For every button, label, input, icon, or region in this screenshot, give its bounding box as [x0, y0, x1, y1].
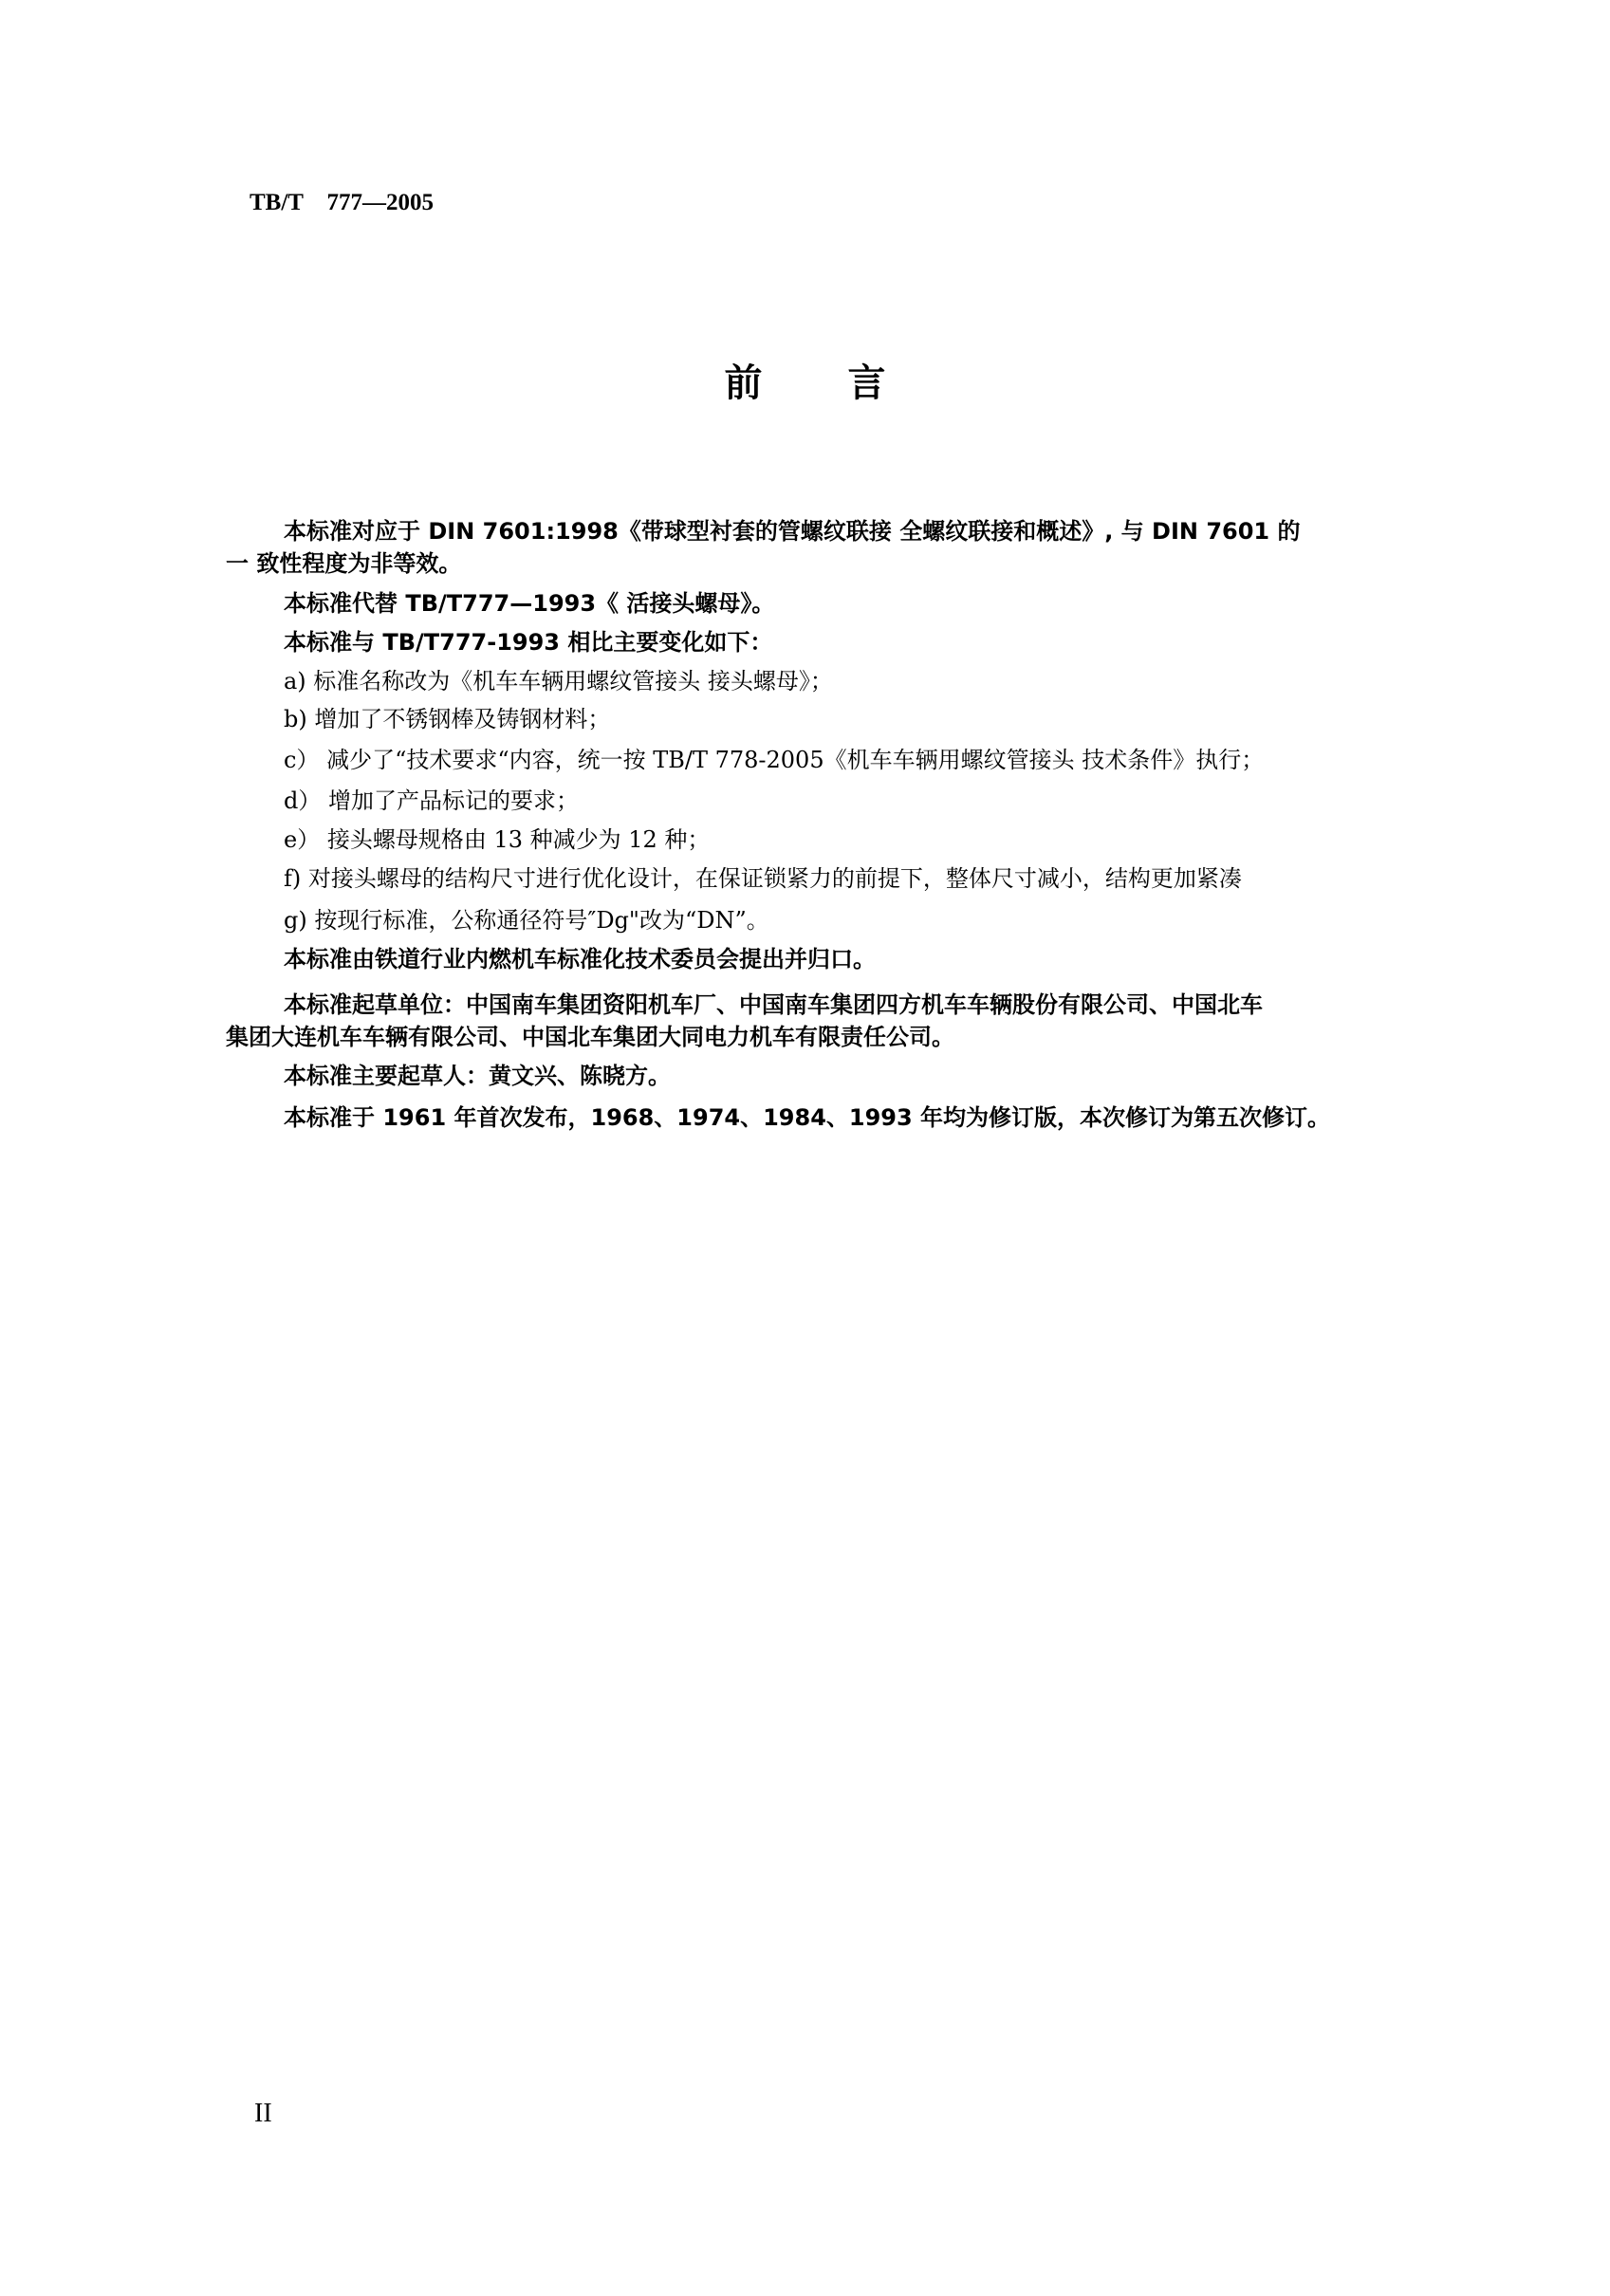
- paragraph-drafting-units-line2: 集团大连机车车辆有限公司、中国北车集团大同电力机车有限责任公司。: [226, 1024, 954, 1050]
- paragraph-changes-intro: 本标准与 TB/T777-1993 相比主要变化如下：: [284, 629, 773, 656]
- paragraph-drafters: 本标准主要起草人：黄文兴、陈晓方。: [284, 1063, 671, 1089]
- paragraph-replaces: 本标准代替 TB/T777—1993《 活接头螺母》。: [284, 590, 775, 617]
- list-item: a) 标准名称改为《机车车辆用螺纹管接头 接头螺母》；: [284, 668, 833, 694]
- paragraph-history: 本标准于 1961 年首次发布，1968、1974、1984、1993 年均为修订版，本次修订为第五次修订。: [284, 1104, 1331, 1131]
- list-item: f) 对接头螺母的结构尺寸进行优化设计，在保证锁紧力的前提下，整体尺寸减小，结构更加紧凑: [284, 865, 1242, 892]
- title-char-2: 言: [847, 361, 886, 405]
- list-item: e） 接头螺母规格由 13 种减少为 12 种；: [284, 826, 711, 853]
- paragraph-correspondence-line2: 一 致性程度为非等效。: [226, 550, 462, 577]
- paragraph-correspondence-line1: 本标准对应于 DIN 7601:1998《带球型衬套的管螺纹联接 全螺纹联接和概述》, 与 DIN 7601 的: [284, 518, 1301, 545]
- paragraph-proposer: 本标准由铁道行业内燃机车标准化技术委员会提出并归口。: [284, 946, 876, 972]
- list-item: g) 按现行标准，公称通径符号″Dg"改为“DN”。: [284, 907, 769, 934]
- list-item: d） 增加了产品标记的要求；: [284, 787, 579, 814]
- page-title: [0, 353, 1610, 407]
- list-item: c） 减少了“技术要求“内容，统一按 TB/T 778-2005《机车车辆用螺纹管接头 技术条件》执行；: [284, 747, 1265, 773]
- title-char-1: 前: [724, 361, 763, 405]
- list-item: b) 增加了不锈钢棒及铸钢材料；: [284, 706, 611, 732]
- paragraph-drafting-units-line1: 本标准起草单位：中国南车集团资阳机车厂、中国南车集团四方机车车辆股份有限公司、中国北车: [284, 991, 1263, 1018]
- page-number: II: [254, 2099, 272, 2128]
- standard-code: TB/T 777—2005: [250, 190, 435, 215]
